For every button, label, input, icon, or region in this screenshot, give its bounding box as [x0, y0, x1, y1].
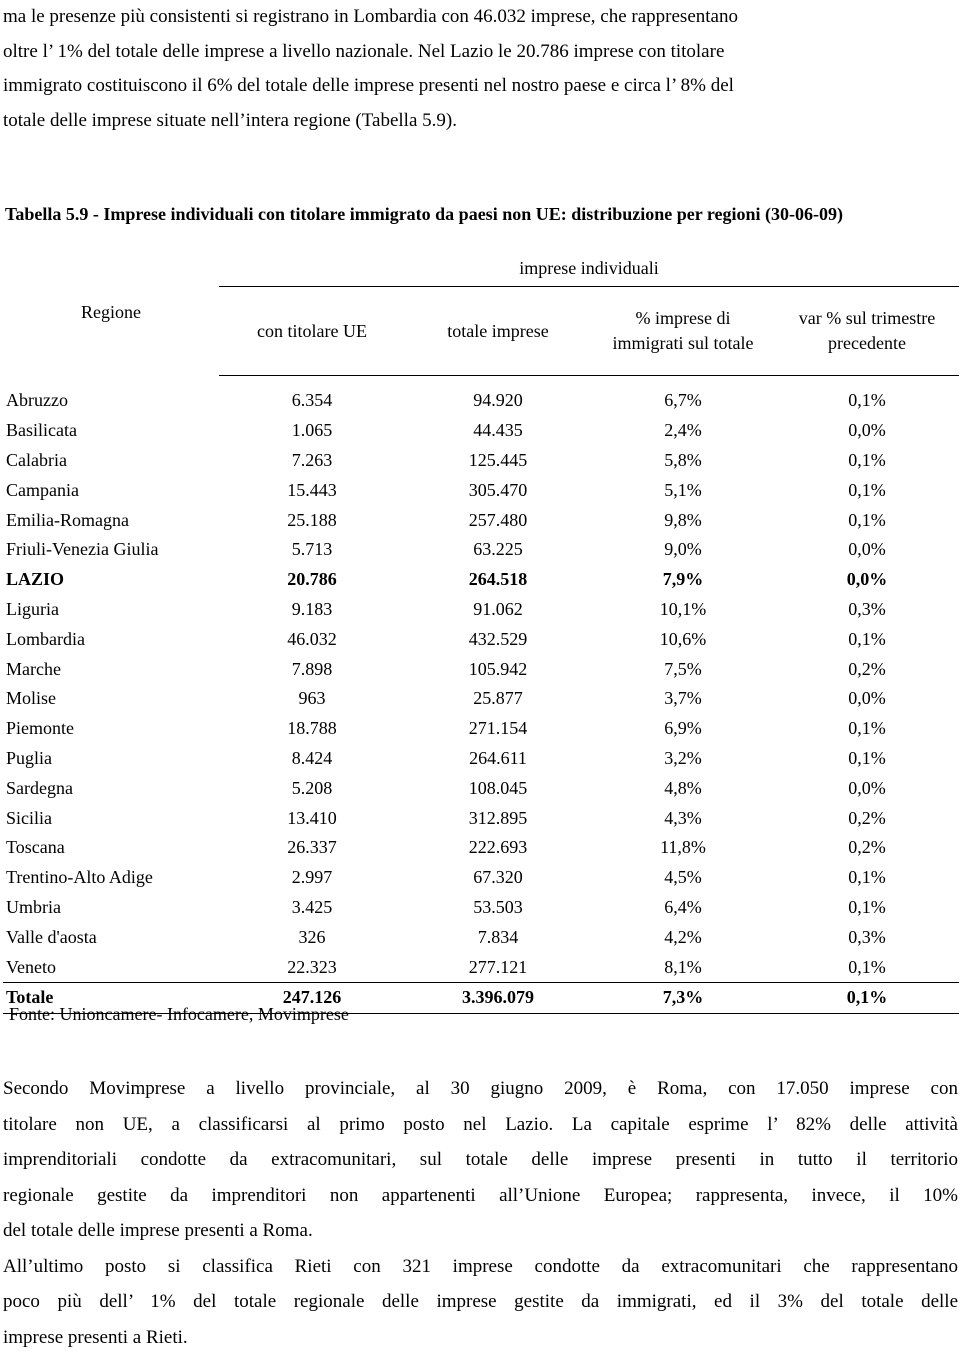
cell-pct: 5,1%: [591, 475, 775, 505]
cell-pct: 6,7%: [591, 376, 775, 416]
cell-total: 271.154: [405, 714, 591, 744]
cell-pct: 10,6%: [591, 624, 775, 654]
cell-var: 0,0%: [775, 565, 959, 595]
cell-region: Umbria: [3, 893, 219, 923]
cell-ue: 9.183: [219, 595, 405, 625]
cell-pct: 8,1%: [591, 952, 775, 982]
table-body: [3, 376, 959, 983]
cell-ue: 22.323: [219, 952, 405, 982]
regions-table: [3, 250, 959, 1014]
intro-line: totale delle imprese situate nell’intera regione (Tabella 5.9).: [3, 104, 958, 139]
table-row: [3, 833, 959, 863]
cell-total: 91.062: [405, 595, 591, 625]
header-group-imprese-individuali: imprese individuali: [219, 250, 959, 287]
closing-line: regionale gestite da imprenditori non appartenenti all’Unione Europea; rappresenta, invece, il 10%: [3, 1178, 958, 1214]
cell-pct: 11,8%: [591, 833, 775, 863]
table-row: [3, 773, 959, 803]
table-row: [3, 952, 959, 982]
cell-ue: 5.208: [219, 773, 405, 803]
cell-pct: 6,4%: [591, 893, 775, 923]
cell-pct: 10,1%: [591, 595, 775, 625]
cell-ue: 13.410: [219, 803, 405, 833]
closing-line: imprenditoriali condotte da extracomunitari, sul totale delle imprese presenti in tutto il territorio: [3, 1142, 958, 1178]
cell-region: Puglia: [3, 744, 219, 774]
cell-var: 0,3%: [775, 595, 959, 625]
cell-region: Valle d'aosta: [3, 922, 219, 952]
header-var: [775, 287, 959, 376]
cell-ue: 15.443: [219, 475, 405, 505]
cell-total: 108.045: [405, 773, 591, 803]
cell-region: Sicilia: [3, 803, 219, 833]
cell-ue: 8.424: [219, 744, 405, 774]
table-row: [3, 893, 959, 923]
cell-pct: 9,8%: [591, 505, 775, 535]
cell-pct: 6,9%: [591, 714, 775, 744]
cell-pct: 4,8%: [591, 773, 775, 803]
table-source: Fonte: Unioncamere- Infocamere, Movimprese: [9, 1004, 349, 1025]
intro-line: immigrato costituiscono il 6% del totale delle imprese presenti nel nostro paese e circa l’ 8% del: [3, 69, 958, 104]
total-var: 0,1%: [775, 982, 959, 1013]
cell-region: LAZIO: [3, 565, 219, 595]
header-pct-line2: immigrati sul totale: [613, 333, 754, 353]
table-row: [3, 624, 959, 654]
cell-region: Friuli-Venezia Giulia: [3, 535, 219, 565]
table-row: [3, 446, 959, 476]
cell-region: Toscana: [3, 833, 219, 863]
header-region: Regione: [3, 250, 219, 376]
header-total: totale imprese: [405, 287, 591, 376]
table-row: [3, 416, 959, 446]
cell-var: 0,1%: [775, 893, 959, 923]
cell-var: 0,1%: [775, 475, 959, 505]
cell-region: Molise: [3, 684, 219, 714]
table-row: [3, 803, 959, 833]
cell-region: Sardegna: [3, 773, 219, 803]
total-total: 3.396.079: [405, 982, 591, 1013]
cell-ue: 5.713: [219, 535, 405, 565]
cell-var: 0,0%: [775, 773, 959, 803]
cell-total: 67.320: [405, 863, 591, 893]
cell-pct: 5,8%: [591, 446, 775, 476]
cell-ue: 963: [219, 684, 405, 714]
table-row: [3, 475, 959, 505]
table-row: [3, 505, 959, 535]
closing-line: titolare non UE, a classificarsi al primo posto nel Lazio. La capitale esprime l’ 82% delle attività: [3, 1107, 958, 1143]
header-ue: con titolare UE: [219, 287, 405, 376]
table-caption: Tabella 5.9 - Imprese individuali con titolare immigrato da paesi non UE: distribuzione per regioni (30-06-09): [5, 201, 955, 228]
cell-total: 264.518: [405, 565, 591, 595]
cell-total: 53.503: [405, 893, 591, 923]
cell-var: 0,1%: [775, 952, 959, 982]
cell-var: 0,2%: [775, 803, 959, 833]
cell-var: 0,0%: [775, 684, 959, 714]
header-var-line2: precedente: [828, 333, 906, 353]
closing-line: imprese presenti a Rieti.: [3, 1320, 958, 1355]
table-row: [3, 535, 959, 565]
cell-var: 0,1%: [775, 714, 959, 744]
cell-var: 0,1%: [775, 505, 959, 535]
cell-ue: 46.032: [219, 624, 405, 654]
cell-ue: 26.337: [219, 833, 405, 863]
table-row: [3, 565, 959, 595]
cell-var: 0,1%: [775, 744, 959, 774]
cell-ue: 7.263: [219, 446, 405, 476]
cell-total: 44.435: [405, 416, 591, 446]
closing-line: Secondo Movimprese a livello provinciale, al 30 giugno 2009, è Roma, con 17.050 imprese con: [3, 1071, 958, 1107]
cell-ue: 6.354: [219, 376, 405, 416]
cell-total: 125.445: [405, 446, 591, 476]
cell-total: 7.834: [405, 922, 591, 952]
table-row: [3, 595, 959, 625]
intro-line: ma le presenze più consistenti si registrano in Lombardia con 46.032 imprese, che rappresentano: [3, 0, 958, 35]
cell-ue: 7.898: [219, 654, 405, 684]
cell-pct: 9,0%: [591, 535, 775, 565]
cell-var: 0,0%: [775, 535, 959, 565]
cell-pct: 4,5%: [591, 863, 775, 893]
cell-region: Liguria: [3, 595, 219, 625]
cell-pct: 4,2%: [591, 922, 775, 952]
cell-region: Abruzzo: [3, 376, 219, 416]
header-pct: [591, 287, 775, 376]
intro-line: oltre l’ 1% del totale delle imprese a livello nazionale. Nel Lazio le 20.786 imprese con titolare: [3, 35, 958, 70]
cell-var: 0,3%: [775, 922, 959, 952]
cell-total: 222.693: [405, 833, 591, 863]
cell-ue: 2.997: [219, 863, 405, 893]
cell-pct: 4,3%: [591, 803, 775, 833]
cell-ue: 3.425: [219, 893, 405, 923]
cell-var: 0,2%: [775, 654, 959, 684]
cell-total: 257.480: [405, 505, 591, 535]
cell-region: Basilicata: [3, 416, 219, 446]
cell-total: 432.529: [405, 624, 591, 654]
cell-total: 25.877: [405, 684, 591, 714]
closing-line: del totale delle imprese presenti a Roma.: [3, 1213, 958, 1249]
table-row: [3, 863, 959, 893]
cell-ue: 326: [219, 922, 405, 952]
table-row: [3, 744, 959, 774]
cell-var: 0,1%: [775, 863, 959, 893]
cell-pct: 3,7%: [591, 684, 775, 714]
total-pct: 7,3%: [591, 982, 775, 1013]
cell-total: 277.121: [405, 952, 591, 982]
cell-var: 0,1%: [775, 446, 959, 476]
header-var-line1: var % sul trimestre: [799, 308, 935, 328]
cell-pct: 2,4%: [591, 416, 775, 446]
cell-region: Calabria: [3, 446, 219, 476]
cell-total: 264.611: [405, 744, 591, 774]
table-row: [3, 654, 959, 684]
header-pct-line1: % imprese di: [636, 308, 731, 328]
closing-paragraphs: [3, 1071, 958, 1355]
cell-region: Veneto: [3, 952, 219, 982]
cell-total: 63.225: [405, 535, 591, 565]
cell-var: 0,1%: [775, 376, 959, 416]
table-row: [3, 922, 959, 952]
cell-total: 305.470: [405, 475, 591, 505]
cell-ue: 20.786: [219, 565, 405, 595]
intro-paragraph: [3, 0, 958, 138]
table-row: [3, 376, 959, 416]
table-row: [3, 684, 959, 714]
cell-total: 312.895: [405, 803, 591, 833]
total-ue: 247.126: [219, 982, 405, 1013]
cell-region: Piemonte: [3, 714, 219, 744]
cell-total: 94.920: [405, 376, 591, 416]
cell-region: Emilia-Romagna: [3, 505, 219, 535]
cell-ue: 1.065: [219, 416, 405, 446]
cell-var: 0,0%: [775, 416, 959, 446]
closing-line: poco più dell’ 1% del totale regionale delle imprese gestite da immigrati, ed il 3% del totale delle: [3, 1284, 958, 1320]
cell-var: 0,2%: [775, 833, 959, 863]
cell-pct: 3,2%: [591, 744, 775, 774]
cell-ue: 18.788: [219, 714, 405, 744]
cell-region: Trentino-Alto Adige: [3, 863, 219, 893]
cell-region: Marche: [3, 654, 219, 684]
table-row: [3, 714, 959, 744]
cell-pct: 7,9%: [591, 565, 775, 595]
closing-line: All’ultimo posto si classifica Rieti con 321 imprese condotte da extracomunitari che rappresentano: [3, 1249, 958, 1285]
cell-region: Campania: [3, 475, 219, 505]
cell-region: Lombardia: [3, 624, 219, 654]
cell-var: 0,1%: [775, 624, 959, 654]
cell-pct: 7,5%: [591, 654, 775, 684]
cell-total: 105.942: [405, 654, 591, 684]
total-label: Totale: [3, 982, 219, 1013]
cell-ue: 25.188: [219, 505, 405, 535]
